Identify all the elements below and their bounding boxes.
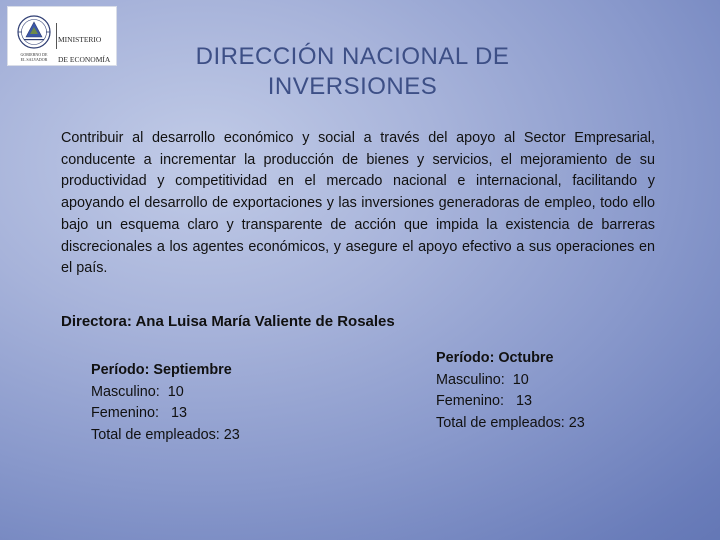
female-count: Femenino: 13 <box>436 393 532 409</box>
ministry-line-1: MINISTERIO <box>58 35 102 44</box>
svg-text:EL SALVADOR: EL SALVADOR <box>20 57 48 62</box>
male-count: Masculino: 10 <box>91 383 184 400</box>
ministry-logo <box>7 6 117 66</box>
total-employees: Total de empleados: 23 <box>436 414 585 431</box>
director-name: Directora: Ana Luisa María Valiente de Rosales <box>61 313 395 330</box>
svg-text:GOBIERNO DE: GOBIERNO DE <box>20 52 48 57</box>
total-employees: Total de empleados: 23 <box>91 426 240 443</box>
period-label: Período: Octubre <box>436 350 554 366</box>
period-september <box>91 360 240 446</box>
coat-of-arms-icon <box>12 12 56 64</box>
page-title: DIRECCIÓN NACIONAL DE INVERSIONES <box>195 43 510 100</box>
period-october <box>436 348 585 434</box>
logo-divider <box>56 23 57 49</box>
male-count: Masculino: 10 <box>436 371 529 388</box>
ministry-name <box>58 25 110 65</box>
ministry-line-2: DE ECONOMÍA <box>58 55 111 64</box>
female-count: Femenino: 13 <box>91 405 187 421</box>
period-label: Período: Septiembre <box>91 362 232 378</box>
mission-paragraph: Contribuir al desarrollo económico y social a través del apoyo al Sector Empresarial, conducente a incrementar la producción de bienes y servicios, el mejoramiento de su productividad y competitividad en el mercado nacional e internacional, facilitando y apoyando el desarrollo de exportaciones y las inversiones generadoras de empleo, todo ello bajo un esquema claro y transparente de acción que impida la existencia de barreras discrecionales a los agentes económicos, y asegure el apoyo efectivo a sus operaciones en el país. <box>61 130 655 277</box>
